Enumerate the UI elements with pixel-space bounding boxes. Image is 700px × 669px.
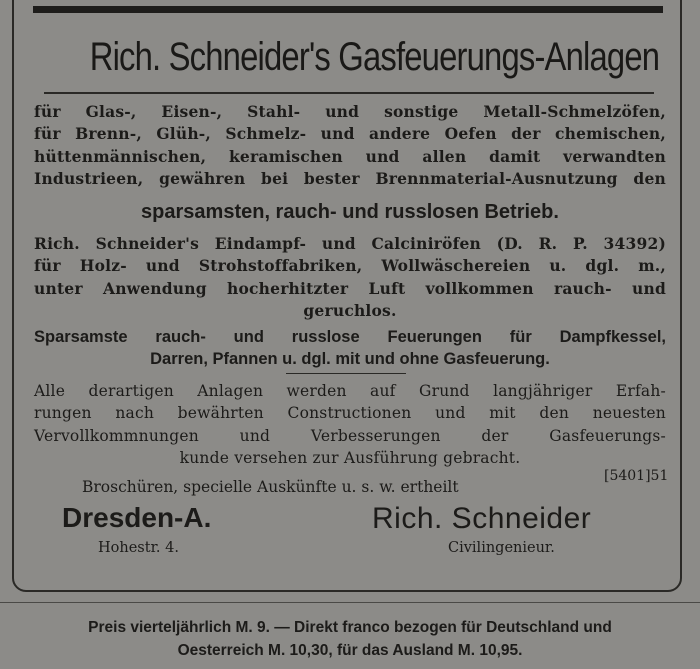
subscription-price (0, 616, 700, 662)
company-name: Rich. Schneider (372, 502, 592, 535)
paragraph-line: Rich. Schneider's Eindampf- und Calciniröfen (D. R. P. 34392) (34, 234, 666, 253)
paragraph-line: Sparsamste rauch- und russlose Feuerungen für Dampfkessel, (34, 328, 666, 346)
paragraph-line: geruchlos. (303, 300, 397, 320)
paragraph-line: unter Anwendung hocherhitzter Luft vollkommen rauch- und (34, 278, 666, 298)
company-title: Civilingenieur. (448, 540, 555, 556)
street-address: Hohestr. 4. (98, 540, 179, 556)
paragraph-line: rungen nach bewährten Constructionen und mit den neuesten (34, 404, 666, 423)
section-divider (286, 373, 406, 374)
city: Dresden-A. (62, 502, 212, 533)
top-rule (33, 6, 663, 13)
paragraph-furnaces (34, 101, 666, 190)
headline-underline (44, 92, 654, 94)
paragraph-line: für Holz- und Strohstoffabriken, Wollwäschereien u. dgl. m., (34, 256, 666, 276)
paragraph-line: Vervollkommnungen und Verbesserungen der Gasfeuerungs- (34, 426, 666, 445)
headline: Rich. Schneider's Gasfeuerungs-Anlagen (89, 35, 660, 79)
brochures-note: Broschüren, specielle Auskünfte u. s. w. ertheilt (82, 478, 459, 496)
paragraph-experience (34, 380, 666, 469)
paragraph-line: hüttenmännischen, keramischen und allen damit verwandten (34, 146, 666, 166)
paragraph-line: kunde versehen zur Ausführung gebracht. (179, 448, 521, 467)
paragraph-line: Alle derartigen Anlagen werden auf Grund langjähriger Erfah- (34, 382, 666, 400)
slogan: sparsamsten, rauch- und russlosen Betrieb. (141, 201, 559, 223)
reference-number: [5401]51 (604, 468, 669, 484)
price-line: Preis vierteljährlich M. 9. — Direkt franco bezogen für Deutschland und (88, 619, 612, 636)
paragraph-boiler-firing (34, 326, 666, 370)
price-line: Oesterreich M. 10,30, für das Ausland M. 10,95. (177, 642, 523, 659)
paragraph-line: für Brenn-, Glüh-, Schmelz- und andere Oefen der chemischen, (34, 124, 666, 144)
paragraph-line: Darren, Pfannen u. dgl. mit und ohne Gasfeuerung. (150, 350, 550, 368)
footer-rule (0, 602, 700, 603)
paragraph-line: für Glas-, Eisen-, Stahl- und sonstige Metall-Schmelzöfen, (34, 102, 666, 121)
paragraph-line: Industrieen, gewähren bei bester Brennmaterial-Ausnutzung den (34, 168, 666, 188)
paragraph-calcining-ovens (34, 233, 666, 322)
